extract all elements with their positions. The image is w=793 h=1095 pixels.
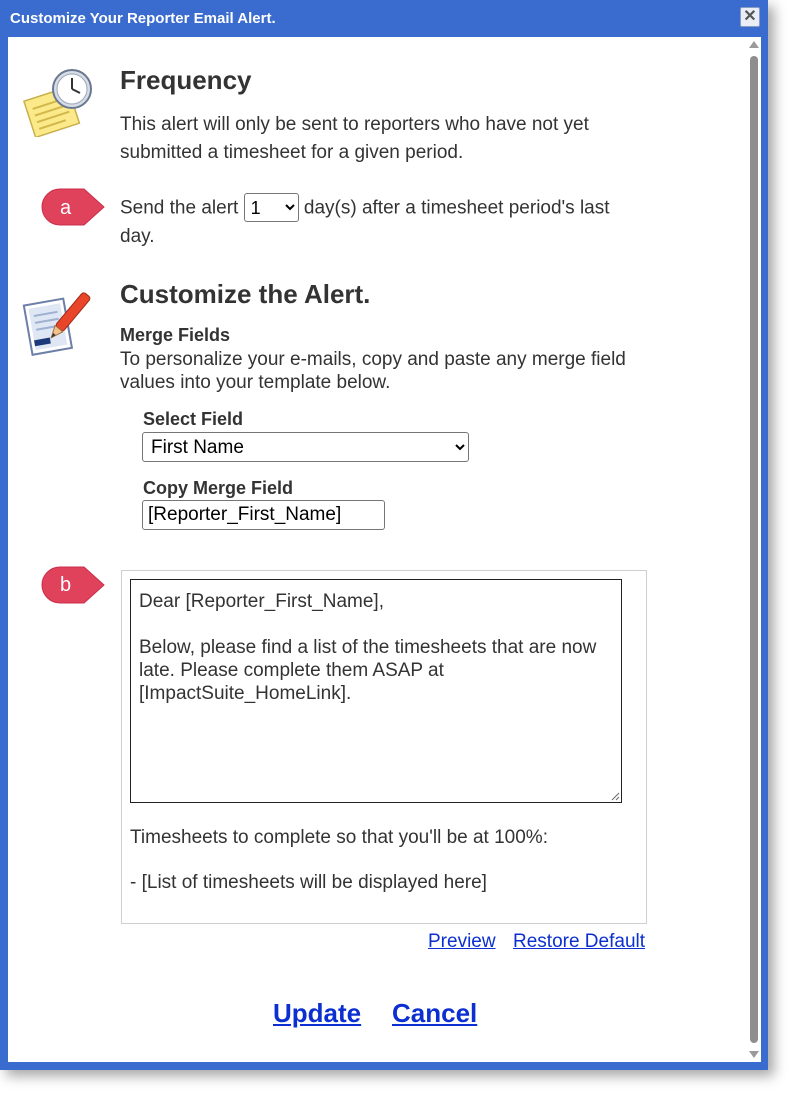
- callout-b-badge: [40, 565, 106, 605]
- close-icon: ✕: [743, 8, 757, 25]
- callout-a-label: a: [60, 197, 72, 219]
- scroll-down-arrow-icon[interactable]: [749, 1051, 759, 1058]
- send-alert-row: [120, 193, 640, 251]
- callout-b-label: b: [60, 574, 72, 596]
- email-template-editor: [121, 570, 647, 924]
- copy-merge-field-label: Copy Merge Field: [143, 478, 294, 498]
- scroll-up-arrow-icon[interactable]: [749, 41, 759, 48]
- send-alert-prefix: Send the alert: [120, 197, 239, 219]
- vertical-scrollbar[interactable]: [747, 37, 761, 1062]
- clock-notepad-icon: [22, 65, 94, 137]
- select-field-label: Select Field: [143, 409, 244, 429]
- template-footer-line: Timesheets to complete so that you'll be at 100%:: [130, 827, 548, 848]
- preview-link[interactable]: Preview: [428, 931, 496, 952]
- dialog-content: [8, 37, 761, 1062]
- dialog-titlebar: [0, 0, 768, 37]
- template-list-line: - [List of timesheets will be displayed here]: [130, 872, 487, 893]
- merge-fields-title: Merge Fields: [120, 325, 231, 345]
- select-field-dropdown[interactable]: [142, 432, 469, 462]
- template-greeting: Dear [Reporter_First_Name],: [139, 591, 384, 612]
- merge-fields-help: To personalize your e-mails, copy and paste any merge field values into your template below.: [120, 349, 626, 393]
- close-button[interactable]: [740, 7, 760, 27]
- pen-document-icon: [22, 287, 94, 359]
- template-body-textarea[interactable]: [130, 579, 622, 803]
- frequency-description: This alert will only be sent to reporters who have not yet submitted a timesheet for a given period.: [120, 114, 589, 163]
- resize-grip-icon[interactable]: [611, 792, 620, 801]
- restore-default-link[interactable]: Restore Default: [513, 931, 646, 952]
- cancel-button[interactable]: Cancel: [392, 998, 478, 1028]
- template-body-text: Below, please find a list of the timesheets that are now late. Please complete them ASAP at [ImpactSuite_HomeLink].: [139, 637, 597, 704]
- days-select[interactable]: [244, 193, 299, 222]
- scroll-thumb[interactable]: [750, 56, 758, 1043]
- frequency-heading: Frequency: [120, 65, 252, 95]
- update-button[interactable]: Update: [273, 998, 362, 1028]
- callout-a-badge: [40, 187, 106, 227]
- customize-heading: Customize the Alert.: [120, 279, 371, 309]
- send-alert-suffix: day(s) after a timesheet period's last day.: [120, 197, 610, 247]
- dialog-title: Customize Your Reporter Email Alert.: [10, 10, 276, 27]
- copy-merge-field-input[interactable]: [142, 500, 385, 530]
